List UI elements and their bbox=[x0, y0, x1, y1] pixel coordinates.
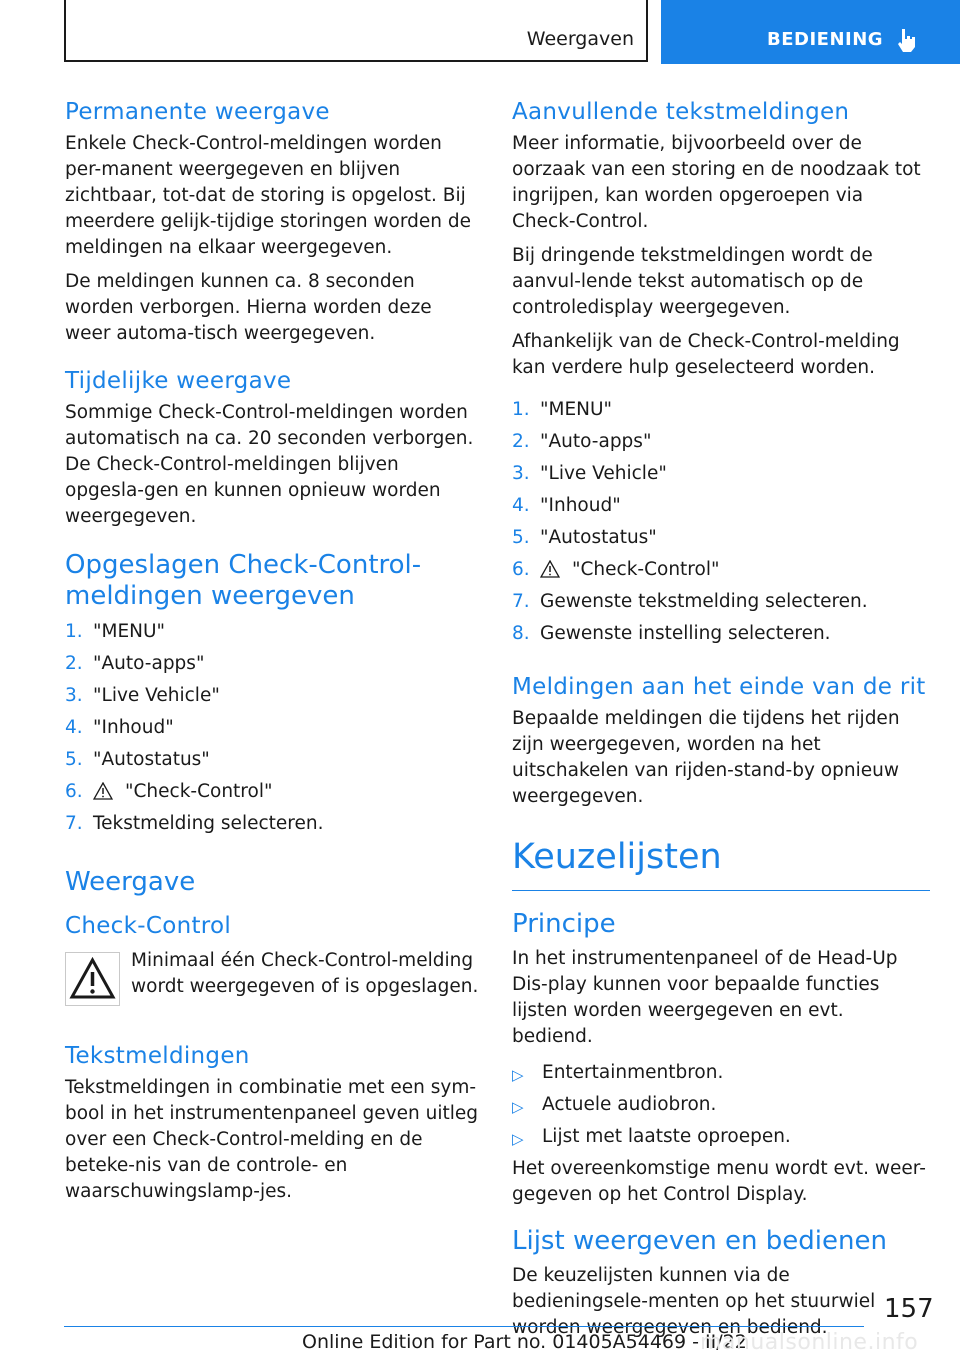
step-number: 1. bbox=[65, 621, 83, 642]
step-number: 5. bbox=[512, 527, 530, 548]
paragraph: Bij dringende tekstmeldingen wordt de aanvul-lende tekst automatisch op de controledisplay weergegeven. bbox=[512, 245, 873, 318]
list-item bbox=[65, 619, 480, 651]
bullet-triangle-icon: ▷ bbox=[512, 1130, 524, 1148]
heading-tijdelijke-weergave: Tijdelijke weergave bbox=[65, 368, 292, 394]
step-text: "Check-Control" bbox=[572, 559, 720, 580]
header-chapter-title: BEDIENING bbox=[767, 29, 884, 50]
footer-divider bbox=[64, 1326, 864, 1327]
bullet-text: Entertainmentbron. bbox=[542, 1062, 724, 1083]
list-item bbox=[512, 397, 930, 429]
list-item bbox=[65, 651, 480, 683]
left-column bbox=[65, 98, 480, 1213]
step-number: 4. bbox=[65, 717, 83, 738]
step-text: Tekstmelding selecteren. bbox=[93, 813, 324, 834]
list-item bbox=[512, 429, 930, 461]
list-item bbox=[512, 1124, 930, 1156]
heading-keuzelijsten: Keuzelijsten bbox=[512, 836, 930, 891]
list-item bbox=[65, 779, 480, 811]
header-chapter-tab bbox=[661, 0, 960, 64]
step-text: "MENU" bbox=[540, 399, 613, 420]
heading-tekstmeldingen: Tekstmeldingen bbox=[65, 1043, 250, 1069]
heading-meldingen-einde-rit: Meldingen aan het einde van de rit bbox=[512, 674, 926, 700]
right-column bbox=[512, 98, 930, 1349]
bullet-list bbox=[512, 1060, 930, 1156]
watermark: manualsonline.info bbox=[700, 1330, 919, 1355]
step-text: "Auto-apps" bbox=[540, 431, 652, 452]
step-text: "Live Vehicle" bbox=[93, 685, 220, 706]
header-section-tab bbox=[64, 0, 648, 62]
step-number: 6. bbox=[65, 781, 83, 802]
bullet-text: Actuele audiobron. bbox=[542, 1094, 717, 1115]
step-number: 7. bbox=[512, 591, 530, 612]
hand-pointer-icon bbox=[895, 27, 919, 53]
step-text: Gewenste instelling selecteren. bbox=[540, 623, 831, 644]
heading-permanente-weergave: Permanente weergave bbox=[65, 99, 330, 125]
list-item bbox=[65, 715, 480, 747]
bullet-triangle-icon: ▷ bbox=[512, 1066, 524, 1084]
heading-check-control: Check-Control bbox=[65, 913, 232, 939]
step-number: 2. bbox=[512, 431, 530, 452]
paragraph: Enkele Check-Control-meldingen worden per-manent weergegeven en blijven zichtbaar, tot-dat de storing is opgelost. Bij meerdere gelijk-tijdige storingen worden de meldingen na elkaar weergegeven. bbox=[65, 133, 472, 258]
list-item bbox=[512, 1092, 930, 1124]
step-number: 1. bbox=[512, 399, 530, 420]
steps-list bbox=[65, 619, 480, 843]
list-item bbox=[512, 589, 930, 621]
page-number: 157 bbox=[884, 1294, 934, 1324]
steps-list bbox=[512, 397, 930, 653]
step-text: "Autostatus" bbox=[93, 749, 210, 770]
heading-lijst-weergeven: Lijst weergeven en bedienen bbox=[512, 1226, 887, 1256]
step-number: 3. bbox=[65, 685, 83, 706]
paragraph: Afhankelijk van de Check-Control-melding kan verdere hulp geselecteerd worden. bbox=[512, 331, 900, 378]
paragraph: Bepaalde meldingen die tijdens het rijden zijn weergegeven, worden na het uitschakelen van rijden-stand-by opnieuw weergegeven. bbox=[512, 708, 900, 807]
list-item bbox=[512, 1060, 930, 1092]
list-item bbox=[512, 461, 930, 493]
list-item bbox=[512, 621, 930, 653]
step-number: 3. bbox=[512, 463, 530, 484]
list-item bbox=[512, 493, 930, 525]
paragraph: De meldingen kunnen ca. 8 seconden worden verborgen. Hierna worden deze weer automa-tisch weergegeven. bbox=[65, 271, 432, 344]
step-text: "Autostatus" bbox=[540, 527, 657, 548]
step-text: "MENU" bbox=[93, 621, 166, 642]
bullet-text: Lijst met laatste oproepen. bbox=[542, 1126, 791, 1147]
warning-note bbox=[65, 948, 480, 1022]
step-text: "Inhoud" bbox=[93, 717, 174, 738]
heading-principe: Principe bbox=[512, 909, 616, 939]
paragraph: Sommige Check-Control-meldingen worden automatisch na ca. 20 seconden verborgen. De Check-Control-meldingen blijven opgesla-gen en kunnen opnieuw worden weergegeven. bbox=[65, 402, 474, 527]
step-number: 2. bbox=[65, 653, 83, 674]
warning-triangle-icon bbox=[540, 560, 560, 578]
warning-text: Minimaal één Check-Control-melding wordt weergegeven of is opgeslagen. bbox=[131, 950, 479, 997]
paragraph: De keuzelijsten kunnen via de bedieningsele-menten op het stuurwiel worden weergegeven en bediend. bbox=[512, 1265, 876, 1338]
paragraph: Meer informatie, bijvoorbeeld over de oorzaak van een storing en de noodzaak tot ingrijpen, kan worden opgeroepen via Check-Control. bbox=[512, 133, 921, 232]
step-number: 4. bbox=[512, 495, 530, 516]
list-item bbox=[65, 747, 480, 779]
list-item bbox=[512, 525, 930, 557]
heading-aanvullende-tekstmeldingen: Aanvullende tekstmeldingen bbox=[512, 99, 850, 125]
step-text: "Check-Control" bbox=[125, 781, 273, 802]
step-number: 7. bbox=[65, 813, 83, 834]
bullet-triangle-icon: ▷ bbox=[512, 1098, 524, 1116]
list-item bbox=[512, 557, 930, 589]
paragraph: Tekstmeldingen in combinatie met een sym-bool in het instrumentenpaneel geven uitleg over een Check-Control-melding en de beteke-nis van de controle- en waarschuwingslamp-jes. bbox=[65, 1077, 478, 1202]
list-item bbox=[65, 683, 480, 715]
warning-lamp-icon bbox=[65, 952, 120, 1006]
step-text: Gewenste tekstmelding selecteren. bbox=[540, 591, 868, 612]
paragraph: Het overeenkomstige menu wordt evt. weer-gegeven op het Control Display. bbox=[512, 1158, 926, 1205]
online-edition-text: Online Edition for Part no. 01405A54469 - II/22 bbox=[302, 1331, 747, 1353]
step-text: "Inhoud" bbox=[540, 495, 621, 516]
step-number: 8. bbox=[512, 623, 530, 644]
heading-weergave: Weergave bbox=[65, 867, 196, 897]
step-number: 6. bbox=[512, 559, 530, 580]
heading-opgeslagen-meldingen: Opgeslagen Check-Control-meldingen weergeven bbox=[65, 550, 422, 611]
step-number: 5. bbox=[65, 749, 83, 770]
step-text: "Live Vehicle" bbox=[540, 463, 667, 484]
step-text: "Auto-apps" bbox=[93, 653, 205, 674]
list-item bbox=[65, 811, 480, 843]
header-section-title: Weergaven bbox=[526, 28, 634, 50]
warning-triangle-icon bbox=[93, 782, 113, 800]
paragraph: In het instrumentenpaneel of de Head-Up Dis-play kunnen voor bepaalde functies lijsten worden weergegeven en evt. bediend. bbox=[512, 948, 898, 1047]
